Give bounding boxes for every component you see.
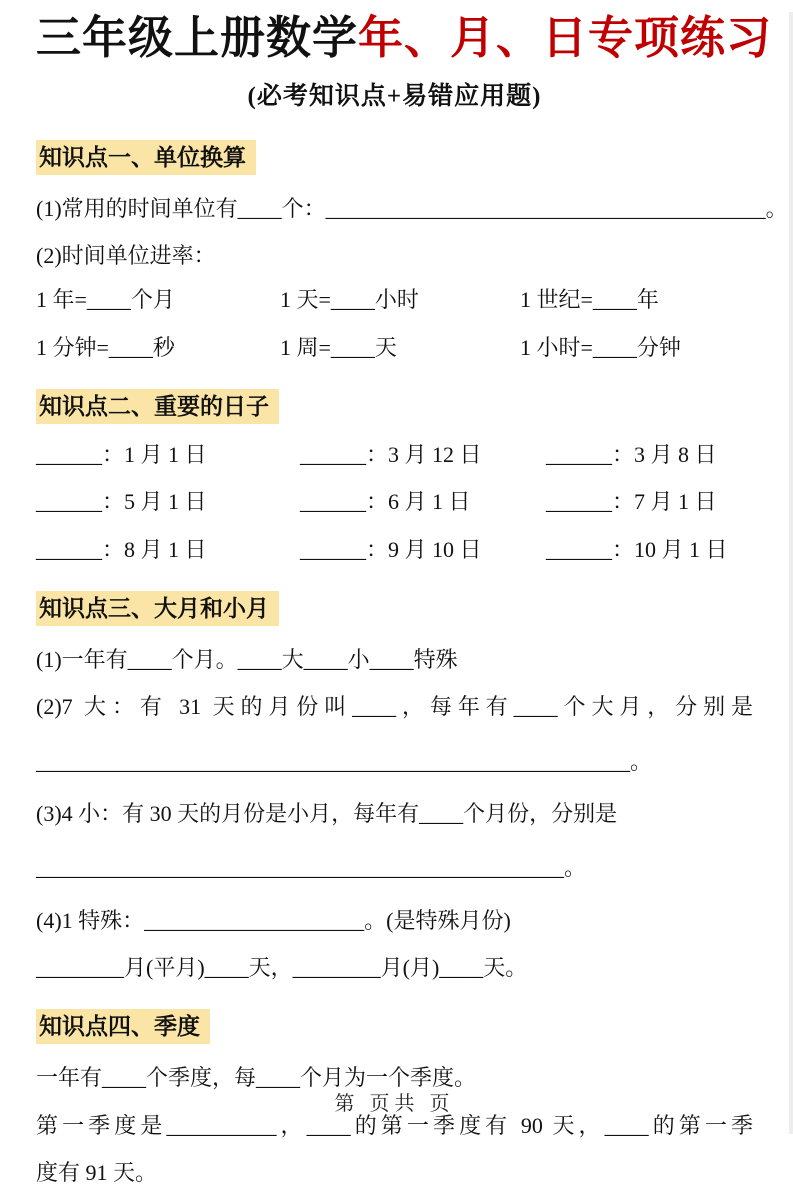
section-unit-conversion: [36, 112, 788, 361]
section-quarters: [36, 981, 753, 1186]
conversion-item: 1 周=____天: [280, 334, 397, 360]
blank-answer-line: ______________________________________________________。: [36, 748, 653, 774]
worksheet-line: 度有 91 天。: [36, 1160, 158, 1185]
date-item: ______：3 月 12 日: [300, 441, 482, 467]
section-3-heading: 知识点三、大月和小月: [36, 591, 279, 626]
fill-blank-line: 一年有____个季度，每____个月为一个季度。: [36, 1065, 477, 1091]
date-item: ______：7 月 1 日: [546, 489, 717, 515]
fill-blank-line: (4)1 特殊：____________________。(是特殊月份): [36, 907, 511, 933]
page-title-red: 年、月、日专项练习: [358, 12, 773, 63]
conversion-item: 1 年=____个月: [36, 287, 175, 313]
page-title-black: 三年级上册数学: [36, 12, 359, 63]
conversion-item: 1 分钟=____秒: [36, 334, 175, 360]
conversion-item: 1 天=____小时: [280, 287, 419, 313]
conversion-grid: [36, 287, 753, 361]
fill-blank-line: (3)4 小：有 30 天的月份是小月，每年有____个月份，分别是: [36, 800, 618, 826]
conversion-item: 1 世纪=____年: [520, 287, 659, 313]
fill-blank-line: (1)一年有____个月。____大____小____特殊: [36, 646, 458, 672]
section-4-heading: 知识点四、季度: [36, 1009, 210, 1044]
date-item: ______：6 月 1 日: [300, 489, 471, 515]
section-important-days: [36, 361, 753, 563]
date-item: ______：8 月 1 日: [36, 536, 207, 562]
date-item: ______：9 月 10 日: [300, 536, 482, 562]
date-item: ______：1 月 1 日: [36, 441, 207, 467]
blank-answer-line: ________________________________________________。: [36, 855, 587, 881]
worksheet-page: [0, 12, 793, 1185]
section-1-heading: 知识点一、单位换算: [36, 140, 256, 175]
fill-blank-line: (2)7 大：有 31 天的月份叫____，每年有____个大月，分别是: [36, 694, 753, 720]
worksheet-line: (2)时间单位进率：: [36, 242, 216, 268]
section-2-heading: 知识点二、重要的日子: [36, 389, 279, 424]
fill-blank-line: (1)常用的时间单位有____个：________________________________________。: [36, 195, 788, 221]
date-item: ______：10 月 1 日: [546, 536, 728, 562]
date-item: ______：3 月 8 日: [546, 441, 717, 467]
page-footer: 第 页共 页: [334, 1093, 455, 1115]
date-item: ______：5 月 1 日: [36, 489, 207, 515]
section-big-small-months: [36, 563, 753, 981]
page-subtitle: (必考知识点+易错应用题): [247, 82, 542, 110]
dates-grid: [36, 442, 753, 563]
page-title: [36, 12, 773, 64]
fill-blank-line: 第一季度是__________，____的第一季度有 90 天，____的第一季: [36, 1112, 753, 1138]
fill-blank-line: ________月(平月)____天，________月(月)____天。: [36, 955, 528, 981]
conversion-item: 1 小时=____分钟: [520, 334, 681, 360]
